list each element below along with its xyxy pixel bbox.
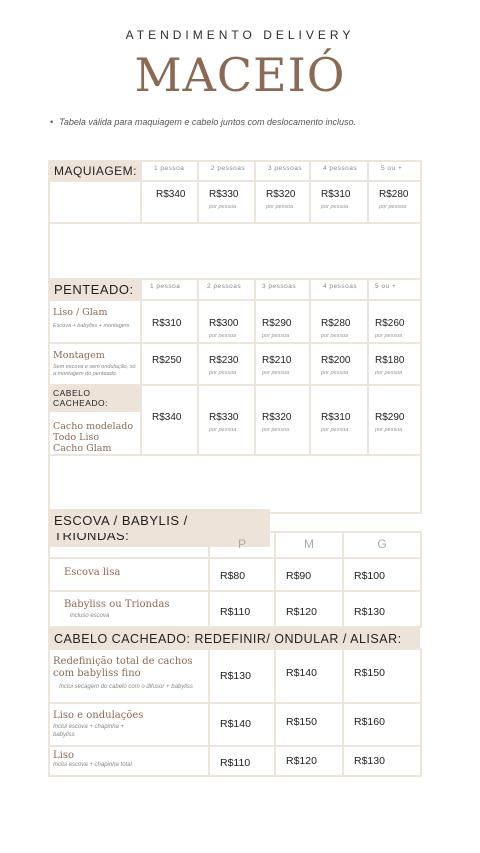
price: R$130 (220, 670, 251, 682)
price-cell (141, 300, 198, 343)
price-cell (310, 343, 368, 385)
price-cell (275, 591, 343, 627)
col-header: 5 ou + (368, 161, 421, 181)
price: R$150 (286, 716, 317, 728)
validity-note (50, 117, 356, 127)
col-header: 3 pessoas (255, 161, 310, 181)
price: R$230 (209, 355, 239, 366)
price-cell (343, 703, 421, 746)
bullet-icon: • (50, 117, 54, 127)
price: R$160 (354, 716, 385, 728)
price: R$330 (209, 412, 239, 423)
col-header: M (275, 532, 343, 558)
price: R$90 (286, 570, 312, 582)
service-cell (49, 591, 209, 627)
col-header: 4 pessoas (310, 279, 368, 300)
price: R$340 (152, 412, 182, 423)
price: R$300 (209, 318, 239, 329)
service-cell (49, 343, 141, 385)
service-cell (49, 703, 209, 746)
subtitle: ATENDIMENTO DELIVERY (125, 28, 355, 42)
price-cell (141, 181, 198, 223)
cacheado-label: CABELO CACHEADO: (50, 386, 140, 412)
col-header: 1 pessoa (141, 161, 198, 181)
per-person-label: por pessoa (321, 370, 349, 376)
service-cell (49, 385, 141, 455)
price-cell (343, 649, 421, 703)
price-cell (368, 343, 421, 385)
price-cell (141, 343, 198, 385)
service-cell (49, 746, 209, 776)
price: R$80 (220, 570, 246, 582)
makeup-hair-table (48, 160, 422, 514)
price: R$120 (286, 606, 317, 618)
price-cell (255, 385, 310, 455)
maquiagem-header-row (49, 161, 421, 181)
price: R$180 (375, 355, 405, 366)
per-person-label: por pessoa (375, 370, 403, 376)
service-cell (49, 558, 209, 591)
price-cell (198, 300, 255, 343)
per-person-label: por pessoa (375, 427, 403, 433)
price: R$130 (354, 755, 385, 767)
per-person-label: por pessoa (321, 427, 349, 433)
penteado-header-row (49, 279, 421, 300)
price: R$110 (220, 757, 251, 769)
size-header-row (49, 532, 421, 558)
spacer-row (49, 455, 421, 513)
price-cell (343, 591, 421, 627)
service-cell (49, 300, 141, 343)
per-person-label: por pessoa (209, 370, 237, 376)
table-row (49, 746, 421, 776)
service-name: Liso / Glam (53, 307, 108, 318)
table-row (49, 558, 421, 591)
col-header: 4 pessoas (310, 161, 368, 181)
price-cell (343, 746, 421, 776)
price: R$120 (286, 755, 317, 767)
blank-cell (49, 455, 421, 513)
service-name: Liso e ondulações (53, 710, 144, 721)
price-cell (255, 300, 310, 343)
col-header: 3 pessoas (255, 279, 310, 300)
service-name: Babyliss ou Triondas (64, 599, 170, 610)
service-desc: Escova + babyliss + montagem (53, 323, 130, 329)
price: R$310 (321, 412, 351, 423)
city-title: MACEIÓ (134, 48, 346, 102)
col-header: 2 pessoas (198, 279, 255, 300)
penteado-label: PENTEADO: (49, 279, 141, 300)
blank-cell (49, 223, 421, 279)
per-person-label: por pessoa (262, 427, 290, 433)
service-name: Montagem (53, 350, 105, 361)
price: R$150 (354, 667, 385, 679)
service-desc: Sem escova e sem ondulação, só a montagem do penteado. (53, 364, 136, 377)
price: R$290 (262, 318, 292, 329)
service-desc: Inclui escova + chapinha + babyliss (53, 724, 125, 738)
price-cell (275, 746, 343, 776)
table-row (49, 703, 421, 746)
price-cell (209, 558, 275, 591)
col-header: P (209, 532, 275, 558)
price: R$210 (262, 355, 292, 366)
price: R$340 (156, 189, 186, 200)
per-person-label: por pessoa (262, 370, 290, 376)
price-cell (368, 385, 421, 455)
price-cell (209, 703, 275, 746)
price-cell (310, 385, 368, 455)
price: R$310 (321, 189, 351, 200)
per-person-label: por pessoa (262, 333, 290, 339)
service-name: Escova lisa (64, 567, 121, 578)
price-cell (275, 649, 343, 703)
per-person-label: por pessoa (209, 427, 237, 433)
col-header: G (343, 532, 421, 558)
service-desc: incluso escova (70, 613, 110, 619)
escova-table (48, 531, 422, 628)
price-cell (141, 385, 198, 455)
table-row (49, 343, 421, 385)
blank-cell (49, 181, 141, 223)
price: R$140 (286, 667, 317, 679)
table-row (49, 591, 421, 627)
per-person-label: por pessoa (266, 204, 294, 210)
price: R$310 (152, 318, 182, 329)
price: R$130 (354, 606, 385, 618)
per-person-label: por pessoa (321, 333, 349, 339)
price-cell (255, 181, 310, 223)
per-person-label: por pessoa (209, 204, 237, 210)
per-person-label: por pessoa (375, 333, 403, 339)
price-cell (209, 649, 275, 703)
per-person-label: por pessoa (321, 204, 349, 210)
price-cell (198, 385, 255, 455)
service-desc: Inclui secagem do cabelo com o difusor + babyliss (59, 684, 193, 690)
price: R$250 (152, 355, 182, 366)
price: R$110 (220, 606, 251, 618)
maquiagem-label: MAQUIAGEM: (49, 161, 141, 181)
blank-cell (49, 532, 209, 558)
price-cell (198, 343, 255, 385)
col-header: 1 pessoa (141, 279, 198, 300)
service-name: Cacho modelado Todo Liso Cacho Glam (53, 421, 134, 454)
col-header: 5 ou + (368, 279, 421, 300)
price-cell (368, 181, 421, 223)
service-name: Liso (53, 750, 74, 761)
price: R$290 (375, 412, 405, 423)
maquiagem-price-row (49, 181, 421, 223)
price: R$140 (220, 718, 251, 730)
price-cell (255, 343, 310, 385)
cacheado-table (48, 648, 422, 777)
price-cell (310, 300, 368, 343)
price: R$280 (379, 189, 409, 200)
table-row (49, 300, 421, 343)
col-header: 2 pessoas (198, 161, 255, 181)
price: R$260 (375, 318, 405, 329)
price: R$280 (321, 318, 351, 329)
validity-note-text: Tabela válida para maquiagem e cabelo juntos com deslocamento incluso. (59, 117, 357, 127)
spacer-row (49, 223, 421, 279)
price-cell (368, 300, 421, 343)
price-cell (343, 558, 421, 591)
cacheado-section-title: CABELO CACHEADO: REDEFINIR/ ONDULAR / ALISAR: (48, 628, 420, 650)
price: R$330 (209, 189, 239, 200)
price: R$320 (262, 412, 292, 423)
price-cell (275, 558, 343, 591)
price-cell (198, 181, 255, 223)
price: R$100 (354, 570, 385, 582)
per-person-label: por pessoa (379, 204, 407, 210)
price-cell (209, 746, 275, 776)
price-cell (209, 591, 275, 627)
price-cell (310, 181, 368, 223)
service-desc: Inclui escova + chapinha total (53, 762, 132, 768)
table-row (49, 385, 421, 455)
price-cell (275, 703, 343, 746)
service-name: Redefinição total de cachos com babyliss fino (53, 656, 193, 679)
price: R$200 (321, 355, 351, 366)
price: R$320 (266, 189, 296, 200)
per-person-label: por pessoa (209, 333, 237, 339)
table-row (49, 649, 421, 703)
service-cell (49, 649, 209, 703)
escova-section-title: ESCOVA / BABYLIS / TRIONDAS: (48, 509, 270, 547)
